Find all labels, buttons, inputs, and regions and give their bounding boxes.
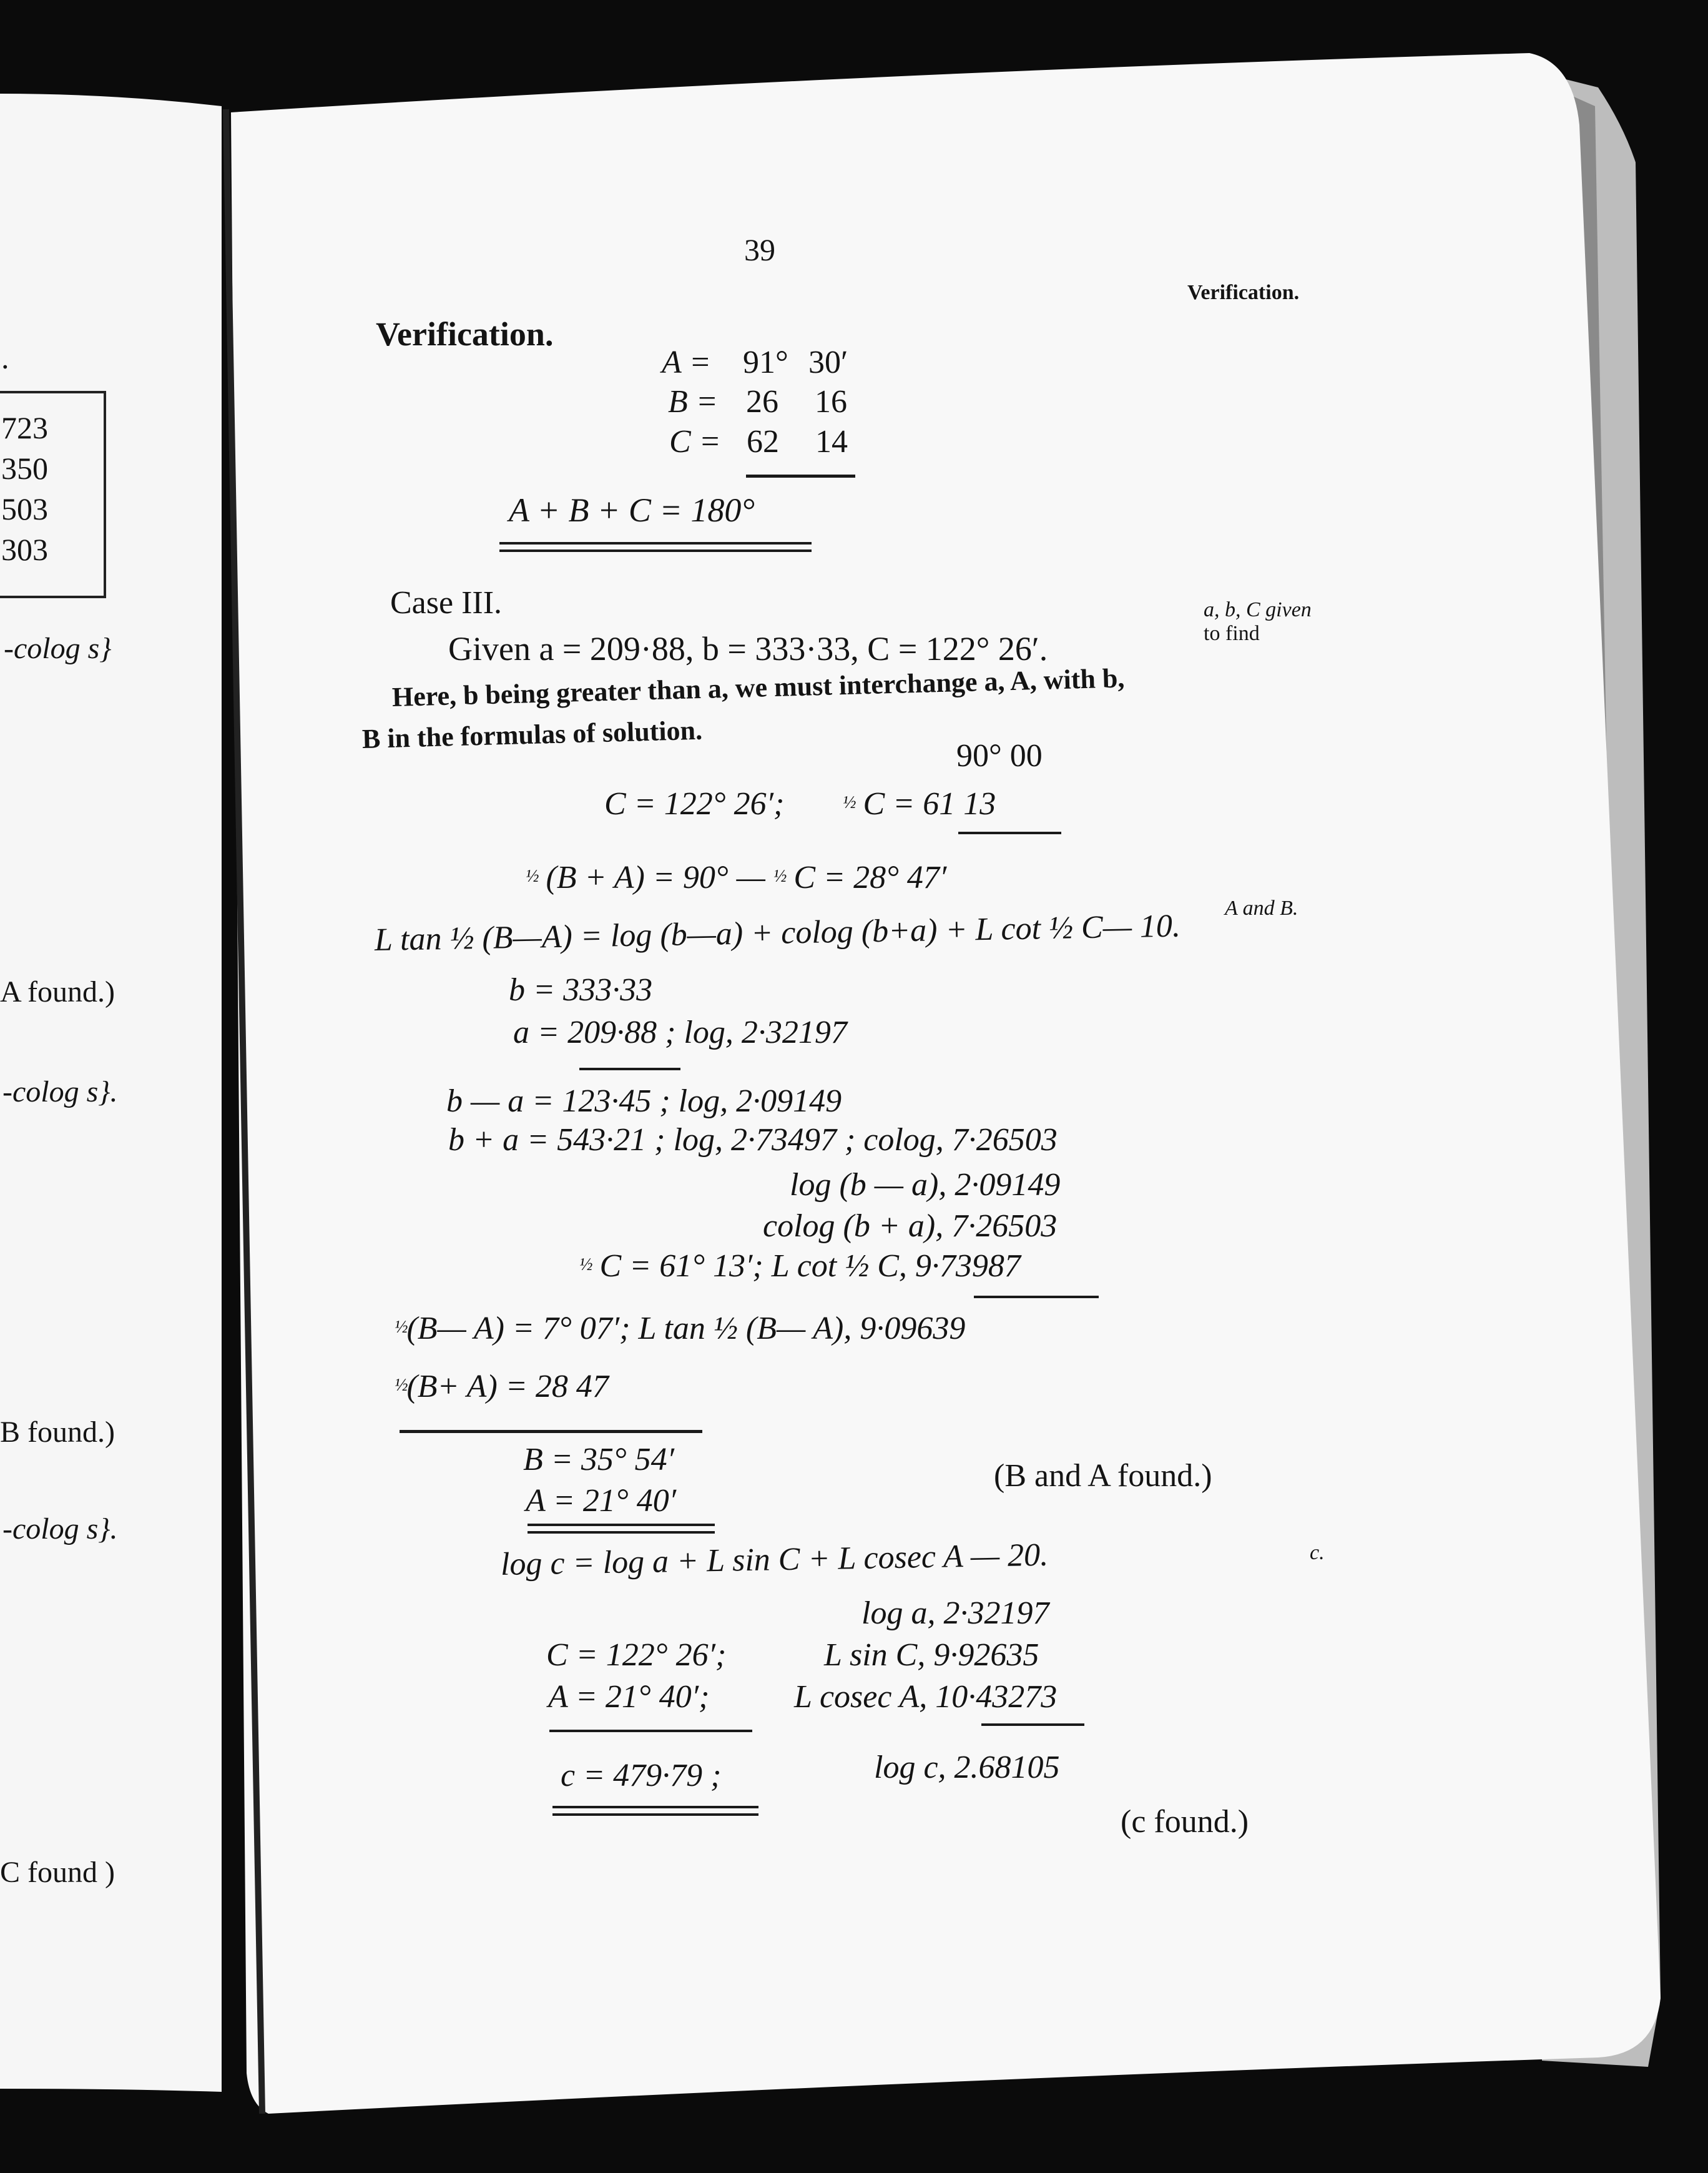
c-angle-line: C = 122° 26′; bbox=[546, 1637, 727, 1673]
half-c-text: C = 61 13 bbox=[863, 786, 996, 822]
half-c-text: C = 61° 13′; L cot ½ C, 9·73987 bbox=[599, 1248, 1021, 1284]
left-fragment-found: A found.) bbox=[0, 975, 115, 1008]
margin-note: a, b, C given bbox=[1204, 598, 1312, 621]
log-c-formula: log c = log a + L sin C + L cosec A — 20. bbox=[500, 1537, 1049, 1582]
a-result: A = 21° 40′ bbox=[526, 1483, 677, 1519]
left-table-cell: 503 bbox=[1, 491, 48, 526]
sum-rule bbox=[549, 1730, 752, 1732]
verification-minutes: 14 bbox=[815, 424, 848, 460]
half-sum-right: C = 28° 47′ bbox=[793, 860, 947, 895]
verification-angle-label: B = bbox=[668, 384, 718, 420]
colog-sum: colog (b + a), 7·26503 bbox=[763, 1208, 1058, 1244]
verification-minutes: 30′ bbox=[808, 345, 848, 380]
explanation-line: B in the formulas of solution. bbox=[361, 714, 703, 754]
half-difference-line: ½(B— A) = 7° 07′; L tan ½ (B— A), 9·09639 bbox=[395, 1311, 966, 1346]
left-table-cell: 723 bbox=[1, 410, 48, 445]
double-rule bbox=[528, 1524, 715, 1526]
found-note: (B and A found.) bbox=[994, 1458, 1212, 1494]
cosecant-line: L cosec A, 10·43273 bbox=[794, 1679, 1058, 1715]
verification-degrees: 62 bbox=[747, 424, 779, 460]
c-value: C = 122° 26′; bbox=[604, 786, 785, 822]
double-rule bbox=[528, 1531, 715, 1534]
half-difference-text: (B— A) = 7° 07′; L tan ½ (B— A), 9·09639 bbox=[406, 1311, 966, 1346]
double-rule bbox=[552, 1806, 758, 1808]
log-a-line: log a, 2·32197 bbox=[861, 1595, 1049, 1631]
left-fragment-dot: . bbox=[1, 340, 9, 375]
verification-degrees: 91° bbox=[743, 345, 788, 380]
difference-line: b — a = 123·45 ; log, 2·09149 bbox=[446, 1083, 842, 1119]
c-result: c = 479·79 ; bbox=[561, 1758, 722, 1793]
verification-sum: A + B + C = 180° bbox=[509, 491, 755, 529]
a-angle-line: A = 21° 40′; bbox=[548, 1679, 710, 1715]
left-table-cell: 303 bbox=[1, 532, 48, 567]
right-page bbox=[231, 53, 1661, 2114]
double-rule bbox=[552, 1813, 758, 1816]
sum-rule bbox=[746, 475, 855, 478]
log-difference: log (b — a), 2·09149 bbox=[790, 1167, 1061, 1203]
a-value: a = 209·88 ; log, 2·32197 bbox=[513, 1015, 847, 1050]
half-c-line: ½ C = 61° 13′; L cot ½ C, 9·73987 bbox=[579, 1248, 1021, 1284]
case-heading: Case III. bbox=[390, 585, 503, 621]
tangent-formula: L tan ½ (B—A) = log (b—a) + colog (b+a) + L cot ½ C— 10. bbox=[374, 908, 1181, 958]
half-sum-left: (B + A) = 90° — bbox=[546, 860, 765, 895]
half-c-value: ½ C = 61 13 bbox=[843, 786, 996, 822]
ninety-degrees: 90° 00 bbox=[956, 738, 1043, 774]
verification-degrees: 26 bbox=[746, 384, 778, 420]
sum-rule bbox=[974, 1296, 1099, 1298]
sum-rule bbox=[400, 1430, 702, 1433]
left-fragment-found: B found.) bbox=[0, 1416, 115, 1449]
sum-line: b + a = 543·21 ; log, 2·73497 ; colog, 7·26503 bbox=[448, 1122, 1058, 1158]
found-note: (c found.) bbox=[1121, 1804, 1249, 1840]
sum-rule bbox=[981, 1723, 1084, 1726]
left-fragment-colog: -colog s}. bbox=[2, 1075, 118, 1108]
verification-heading: Verification. bbox=[376, 315, 554, 353]
explanation-line: Here, b being greater than a, we must interchange a, A, with b, bbox=[391, 663, 1125, 712]
left-fragment-colog: -colog s}. bbox=[2, 1512, 118, 1545]
margin-note: Verification. bbox=[1187, 281, 1300, 304]
log-c-result: log c, 2.68105 bbox=[874, 1750, 1060, 1785]
margin-note: to find bbox=[1204, 622, 1260, 645]
given-line: Given a = 209·88, b = 333·33, C = 122° 26′. bbox=[448, 630, 1048, 668]
margin-note: A and B. bbox=[1225, 897, 1298, 920]
sum-rule bbox=[958, 832, 1061, 834]
verification-angle-label: C = bbox=[669, 424, 721, 460]
sine-line: L sin C, 9·92635 bbox=[824, 1637, 1039, 1673]
half-sum-line: ½ (B + A) = 90° — ½ C = 28° 47′ bbox=[526, 860, 947, 895]
b-result: B = 35° 54′ bbox=[523, 1442, 675, 1477]
sum-rule bbox=[579, 1068, 680, 1070]
b-value: b = 333·33 bbox=[509, 972, 653, 1008]
left-fragment-colog: -colog s} bbox=[4, 632, 112, 665]
left-table-cell: 350 bbox=[1, 451, 48, 486]
page-number: 39 bbox=[744, 232, 775, 267]
double-rule bbox=[499, 549, 812, 552]
verification-minutes: 16 bbox=[815, 384, 847, 420]
verification-angle-label: A = bbox=[662, 345, 711, 380]
half-sum-line-2: ½(B+ A) = 28 47 bbox=[395, 1369, 609, 1404]
half-sum-text: (B+ A) = 28 47 bbox=[406, 1369, 609, 1404]
left-fragment-found: C found ) bbox=[0, 1856, 115, 1889]
margin-note: c. bbox=[1310, 1541, 1325, 1564]
double-rule bbox=[499, 542, 812, 544]
